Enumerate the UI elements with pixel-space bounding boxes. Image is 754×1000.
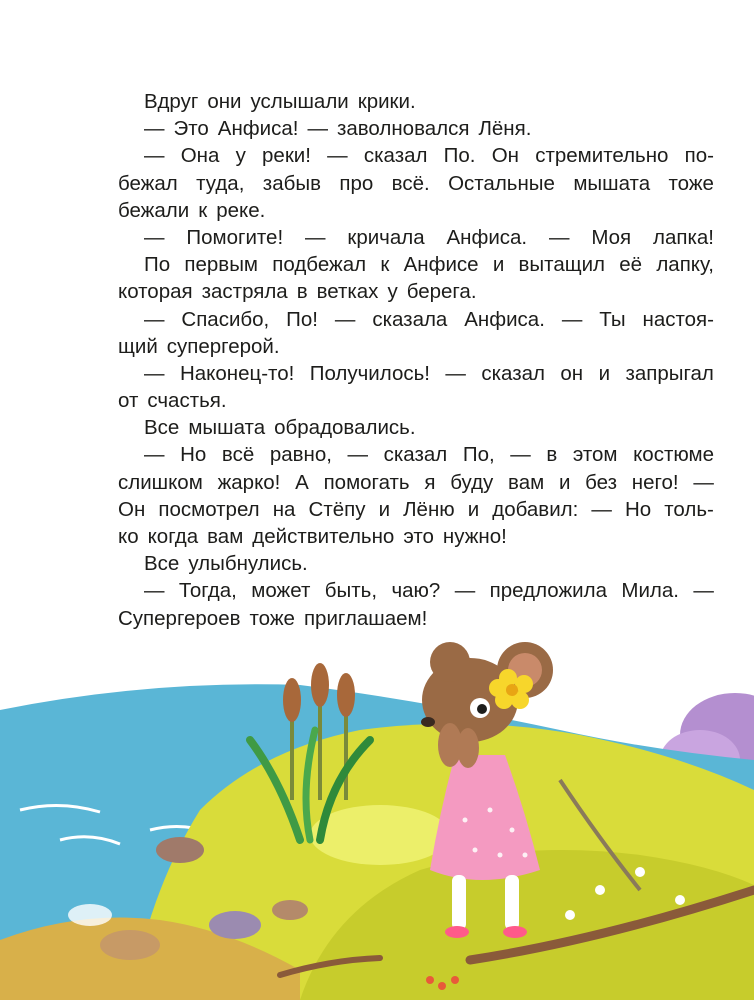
word: всё (221, 443, 255, 467)
word: это (403, 525, 434, 548)
word: Она (180, 144, 220, 168)
word: сказала (372, 307, 448, 331)
word: Но (624, 497, 652, 521)
word: реки! (262, 144, 311, 168)
word: — (144, 307, 165, 331)
stone (156, 837, 204, 863)
word: буду (450, 470, 494, 494)
word: Лёню (403, 497, 455, 521)
word: Это (173, 117, 209, 141)
word: Супергероев (118, 606, 241, 630)
story-line (118, 496, 714, 523)
word: — (144, 443, 165, 467)
word: помогать (323, 470, 410, 494)
word: — (454, 579, 476, 603)
word: Наконец-то! (179, 361, 295, 385)
word: — (347, 443, 369, 467)
word: бежали (118, 198, 190, 222)
mouse-ear (430, 642, 470, 682)
word: Тогда, (178, 579, 237, 603)
word: когда (147, 525, 199, 548)
word: тоже (668, 171, 714, 195)
word: Моя (591, 225, 632, 249)
word: Стёпу (308, 497, 366, 521)
word: — (693, 470, 714, 494)
story-line (118, 441, 714, 468)
word: лапку, (656, 253, 714, 277)
story-line (118, 142, 714, 169)
word: Анфиса. (446, 225, 528, 249)
story-text (118, 88, 714, 632)
word: про (339, 171, 374, 195)
word: вытащил (518, 253, 605, 277)
word: туда, (196, 171, 245, 195)
cattail-head (337, 673, 355, 717)
word: у (235, 144, 246, 168)
word: и (598, 361, 611, 385)
word: действительно (252, 525, 395, 548)
word: быть, (324, 579, 378, 603)
story-line (118, 251, 714, 278)
word: заволновался (336, 117, 470, 141)
word: По! (286, 307, 319, 331)
story-line (118, 605, 714, 632)
word: и (378, 497, 391, 521)
word: крики. (357, 90, 416, 113)
word: без (585, 470, 618, 494)
story-line (118, 224, 714, 251)
story-line (118, 360, 714, 387)
word: сказал (363, 144, 428, 168)
mouse-shoe (503, 926, 527, 938)
word: Он (118, 497, 146, 521)
word: у (387, 280, 398, 304)
mouse-by-river-illustration (0, 640, 754, 1000)
story-line (118, 577, 714, 604)
word: на (272, 497, 296, 521)
word: — (693, 579, 714, 603)
word: предложила (489, 579, 607, 603)
word: вам (207, 525, 244, 548)
word: по- (684, 144, 714, 168)
word: Все (144, 552, 180, 576)
grass-highlight (310, 805, 450, 865)
mouse-nose (421, 717, 435, 727)
word: — (305, 225, 326, 249)
word: приглашаем! (303, 606, 428, 630)
word: услышали (250, 90, 349, 113)
word: вам (508, 470, 545, 494)
story-line (118, 550, 714, 577)
word: толь- (664, 497, 714, 521)
word: — (591, 497, 612, 521)
word: первым (184, 253, 259, 277)
mouse-shoe (445, 926, 469, 938)
word: чаю? (391, 579, 441, 603)
word: которая (118, 280, 193, 304)
word: Он (491, 144, 519, 168)
word: этом (572, 443, 618, 467)
mouse-hand (457, 728, 479, 768)
word: к (198, 198, 208, 222)
story-line (118, 170, 714, 197)
word: — (445, 361, 466, 385)
word: супергерой. (166, 334, 280, 358)
word: обрадовались. (274, 416, 416, 440)
word: они (207, 90, 242, 113)
word: мышата (188, 416, 266, 440)
word: слишком (118, 470, 203, 494)
word: По (144, 253, 171, 277)
word: жарко! (217, 470, 281, 494)
word: её (619, 253, 643, 277)
word: забыв (262, 171, 321, 195)
word: — (327, 144, 348, 168)
word: костюме (633, 443, 714, 467)
story-line (118, 88, 714, 115)
word: — (144, 361, 165, 385)
foam (68, 904, 112, 926)
word: Спасибо, (181, 307, 270, 331)
word: — (144, 117, 165, 141)
word: сказал (481, 361, 545, 385)
word: счастья. (147, 389, 227, 413)
story-line (118, 523, 714, 550)
word: запрыгал (625, 361, 714, 385)
word: Но (180, 443, 207, 467)
stone (100, 930, 160, 960)
word: от (118, 389, 139, 413)
word: — (548, 225, 570, 249)
word: ко (118, 525, 139, 548)
word: Анфиса! (217, 117, 299, 141)
word: улыбнулись. (188, 552, 308, 576)
story-line (118, 278, 714, 305)
word: посмотрел (158, 497, 260, 521)
word: и (558, 470, 571, 494)
mouse-leg (505, 875, 519, 930)
word: настоя- (642, 307, 714, 331)
word: он (560, 361, 584, 385)
word: в (296, 280, 308, 304)
word: — (561, 307, 583, 331)
word: Мила. (621, 579, 679, 603)
mouse-leg (452, 875, 466, 930)
word: — (144, 144, 165, 168)
word: добавил: (492, 497, 579, 521)
story-line (118, 469, 714, 496)
word: А (295, 470, 309, 494)
word: бежал (118, 171, 178, 195)
story-line (118, 333, 714, 360)
word: кричала (347, 225, 425, 249)
word: реке. (216, 198, 266, 222)
word: щий (118, 334, 158, 358)
word: подбежал (272, 253, 367, 277)
story-line (118, 414, 714, 441)
word: Анфисе (403, 253, 479, 277)
story-line (118, 197, 714, 224)
word: равно, (269, 443, 332, 467)
cattail-head (311, 663, 329, 707)
word: — (510, 443, 531, 467)
word: Ты (599, 307, 626, 331)
word: берега. (406, 280, 477, 304)
word: Остальные (448, 171, 555, 195)
word: По, (462, 443, 495, 467)
word: и (492, 253, 505, 277)
word: Помогите! (186, 225, 284, 249)
word: может (251, 579, 311, 603)
cattail-head (283, 678, 301, 722)
word: и (467, 497, 480, 521)
word: сказал (383, 443, 448, 467)
word: Все (144, 416, 180, 440)
word: — (144, 579, 165, 603)
word: я (424, 470, 436, 494)
word: — (144, 225, 165, 249)
stone (209, 911, 261, 939)
story-line (118, 115, 714, 142)
word: застряла (201, 280, 288, 304)
word: Вдруг (144, 90, 199, 113)
word: в (546, 443, 558, 467)
word: — (334, 307, 356, 331)
mouse-pupil (477, 704, 487, 714)
word: По. (443, 144, 476, 168)
word: лапка! (652, 225, 714, 249)
stone (272, 900, 308, 920)
word: мышата (573, 171, 651, 195)
word: ветках (316, 280, 379, 304)
word: него! (631, 470, 679, 494)
word: тоже (249, 606, 295, 630)
word: к (380, 253, 390, 277)
word: нужно! (442, 525, 507, 548)
word: — (307, 117, 328, 141)
word: Получилось! (309, 361, 430, 385)
word: всё. (391, 171, 430, 195)
word: стремительно (535, 144, 669, 168)
story-line (118, 306, 714, 333)
word: Лёня. (478, 117, 532, 141)
word: Анфиса. (464, 307, 545, 331)
story-line (118, 387, 714, 414)
